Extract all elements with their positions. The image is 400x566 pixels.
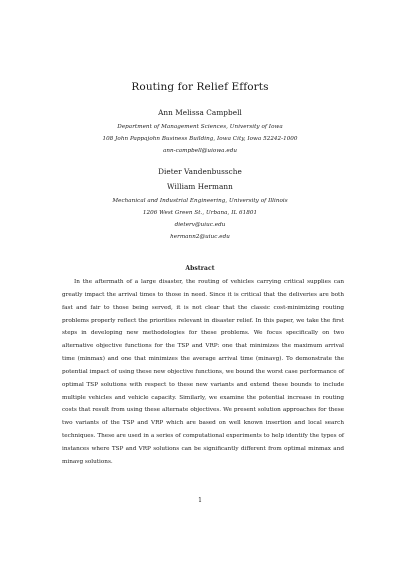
affiliation-line: Department of Management Sciences, University of Iowa xyxy=(117,124,283,130)
author-name: Ann Melissa Campbell xyxy=(158,108,242,117)
affiliation-line: Mechanical and Industrial Engineering, University of Illinois xyxy=(112,198,288,204)
paper-title: Routing for Relief Efforts xyxy=(131,81,269,93)
abstract-text: In the aftermath of a large disaster, the routing of vehicles carrying critical supplies can greatly impact the arrival times to those in need. Since it is critical that the deliveries are both fast and fair to those being served, it is not clear that the classic cost-minimizing routing problems properly reflect the priorities relevant in disaster relief. In this paper, we take the first steps in developing new methodologies for these problems. We focus specifically on two alternative objective functions for the TSP and VRP: one that minimizes the maximum arrival time (minmax) and one that minimizes the average arrival time (minavg). To demonstrate the potential impact of using these new objective functions, we bound the worst case performance of optimal TSP solutions with respect to these new variants and extend these bounds to include multiple vehicles and vehicle capacity. Similarly, we examine the potential increase in routing costs that result from using these alternate objectives. We present solution approaches for these two variants of the TSP and VRP which are based on well known insertion and local search techniques. These are used in a series of computational experiments to help identify the types of instances where TSP and VRP solutions can be significantly different from optimal minmax and minavg solutions. xyxy=(62,279,344,465)
author-email: dieterv@uiuc.edu xyxy=(174,222,226,228)
author-email: ann-campbell@uiowa.edu xyxy=(162,148,238,154)
author-block-3 xyxy=(0,182,400,240)
affiliation-line: 108 John Pappajohn Business Building, Iowa City, Iowa 52242-1000 xyxy=(102,136,298,142)
author-block-1 xyxy=(0,108,400,154)
author-name: Dieter Vandenbussche xyxy=(158,167,242,176)
author-email: hermann2@uiuc.edu xyxy=(170,234,230,240)
abstract-heading: Abstract xyxy=(185,265,215,272)
affiliation-line: 1206 West Green St., Urbana, IL 61801 xyxy=(142,210,258,216)
page-number: 1 xyxy=(198,497,202,504)
author-block-2 xyxy=(0,167,400,176)
author-name: William Hermann xyxy=(167,182,233,191)
